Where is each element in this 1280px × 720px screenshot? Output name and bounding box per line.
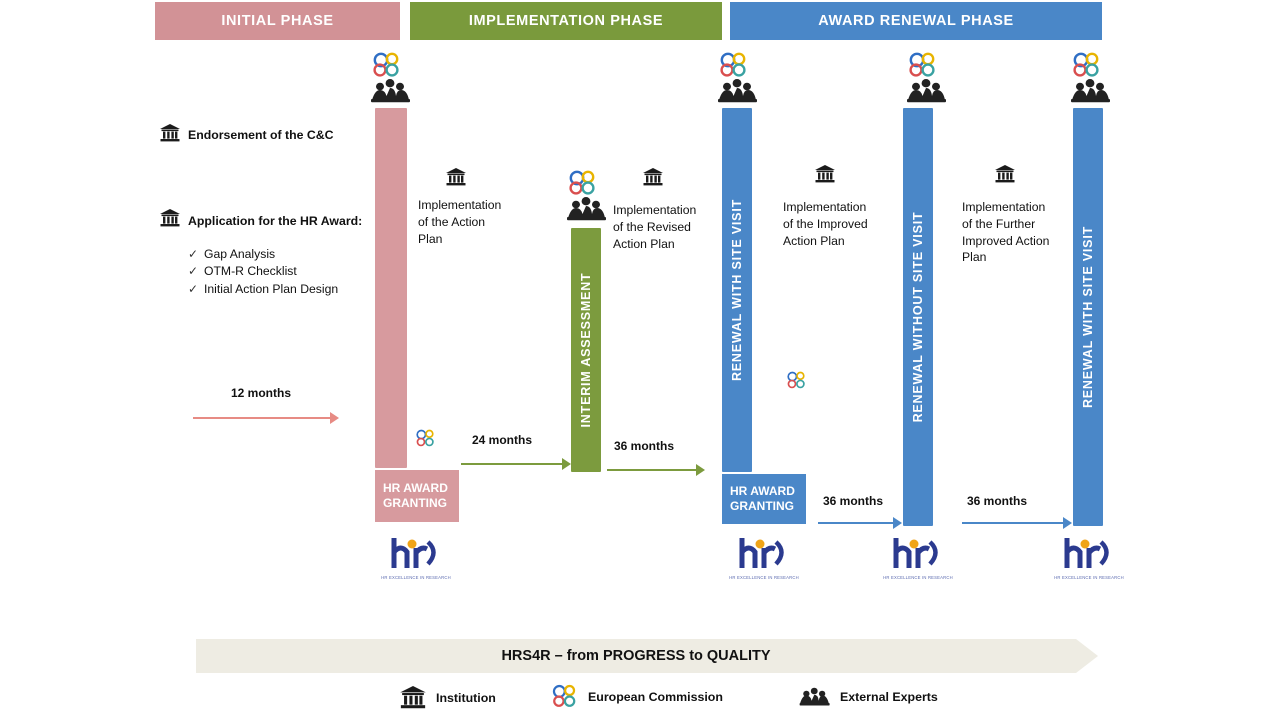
bottom-banner-label: HRS4R – from PROGRESS to QUALITY	[501, 648, 771, 664]
institution-icon-action-plan	[446, 168, 466, 186]
arrow-36-months-a	[818, 517, 902, 529]
external-experts-icon	[800, 684, 830, 710]
duration-36-months-label-impl: 36 months	[614, 439, 675, 453]
renewal-without-site-visit-bar	[903, 108, 933, 526]
european-commission-icon-mid	[785, 370, 807, 392]
european-commission-icon	[550, 684, 578, 710]
legend-european-commission-label: European Commission	[588, 690, 723, 704]
legend-european-commission	[550, 684, 723, 710]
further-improved-action-plan-text: Implementation of the Further Improved Action Plan	[962, 200, 1050, 265]
legend-external-experts	[800, 684, 938, 710]
hr-logo-mark	[1061, 534, 1117, 574]
phase-banner-award	[730, 2, 1102, 40]
renewal-with-site-visit-bar-1	[722, 108, 752, 472]
arrow-36-months-impl	[607, 464, 705, 476]
legend-institution	[400, 686, 496, 709]
improved-action-plan-text: Implementation of the Improved Action Plan	[783, 200, 868, 248]
phase-banner-implementation-label: IMPLEMENTATION PHASE	[468, 13, 664, 29]
initial-phase-bar	[375, 108, 407, 468]
hr-award-granting-renewal	[722, 474, 806, 524]
phase-banner-award-label: AWARD RENEWAL PHASE	[818, 13, 1014, 29]
renewal-with-site-visit-label-1: RENEWAL WITH SITE VISIT	[730, 198, 744, 382]
list-item: ✓ Gap Analysis	[188, 246, 338, 263]
initial-checklist	[188, 246, 338, 298]
hr-logo-mark	[736, 534, 792, 574]
list-item: ✓ OTM-R Checklist	[188, 263, 338, 280]
application-label: Application for the HR Award:	[188, 214, 363, 228]
institution-icon-endorsement	[160, 124, 180, 142]
phase-banner-initial-label: INITIAL PHASE	[221, 13, 334, 29]
hr-award-granting-initial-label: HR AWARD GRANTING	[383, 481, 448, 510]
institution-icon-further-improved-plan	[995, 165, 1015, 183]
renewal-with-site-visit-bar-2	[1073, 108, 1103, 526]
european-commission-icon	[367, 52, 413, 104]
renewal-with-site-visit-label-2: RENEWAL WITH SITE VISIT	[1081, 225, 1095, 409]
ec-experts-icon-stack-interim	[563, 170, 609, 222]
hr-logo-mark	[388, 534, 444, 574]
hr-logo-caption: HR EXCELLENCE IN RESEARCH	[1054, 575, 1124, 580]
check-icon: ✓	[188, 264, 199, 279]
bottom-banner	[196, 639, 1076, 673]
list-item: ✓ Initial Action Plan Design	[188, 281, 338, 298]
hr-excellence-logo-3	[882, 534, 954, 580]
phase-banner-initial	[155, 2, 400, 40]
duration-36-months-label-a: 36 months	[823, 494, 884, 508]
check-icon: ✓	[188, 247, 199, 261]
legend-institution-label: Institution	[436, 690, 496, 705]
duration-24-months-label: 24 months	[472, 433, 533, 447]
hr-excellence-logo-2	[728, 534, 800, 580]
phase-banner-implementation	[410, 2, 722, 40]
european-commission-icon-initial-grant	[414, 428, 436, 450]
hr-award-granting-renewal-label: HR AWARD GRANTING	[730, 484, 795, 513]
arrow-initial-to-award	[193, 412, 339, 424]
arrow-36-months-b	[962, 517, 1072, 529]
implementation-revised-plan-text: Implementation of the Revised Action Plan	[613, 203, 697, 251]
ec-experts-icon-stack-initial	[367, 52, 413, 104]
ec-experts-icon-stack-renewal-2	[903, 52, 949, 104]
hr-award-granting-initial	[375, 470, 459, 522]
hr-logo-caption: HR EXCELLENCE IN RESEARCH	[883, 575, 953, 580]
renewal-without-site-visit-label: RENEWAL WITHOUT SITE VISIT	[911, 211, 925, 423]
hr-logo-caption: HR EXCELLENCE IN RESEARCH	[381, 575, 451, 580]
duration-36-months-label-b: 36 months	[967, 494, 1028, 508]
institution-icon-improved-plan	[815, 165, 835, 183]
duration-12-months-label: 12 months	[231, 386, 292, 400]
hr-logo-caption: HR EXCELLENCE IN RESEARCH	[729, 575, 799, 580]
endorsement-label: Endorsement of the C&C	[188, 128, 334, 142]
interim-assessment-bar	[571, 228, 601, 472]
arrow-24-months	[461, 458, 571, 470]
interim-assessment-label: INTERIM ASSESSMENT	[579, 272, 593, 428]
hr-excellence-logo	[380, 534, 452, 580]
hr-excellence-logo-4	[1053, 534, 1125, 580]
implementation-action-plan-text: Implementation of the Action Plan	[418, 198, 502, 246]
ec-experts-icon-stack-renewal-3	[1067, 52, 1113, 104]
ec-experts-icon-stack-renewal-1	[714, 52, 760, 104]
check-icon: ✓	[188, 281, 199, 296]
institution-icon-revised-plan	[643, 168, 663, 186]
institution-icon-application	[160, 209, 180, 227]
institution-icon	[400, 686, 426, 709]
legend-external-experts-label: External Experts	[840, 690, 938, 704]
bottom-banner-arrow-head	[1076, 639, 1098, 673]
hr-logo-mark	[890, 534, 946, 574]
